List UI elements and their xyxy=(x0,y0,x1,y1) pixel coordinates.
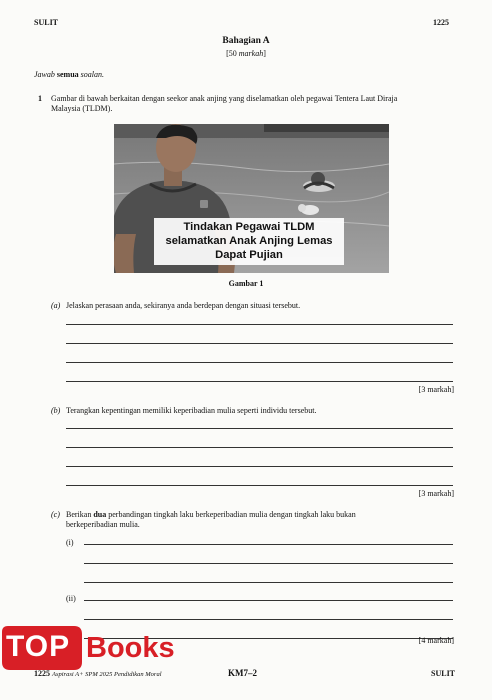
part-b-marks: [3 markah] xyxy=(418,489,454,498)
question-number: 1 xyxy=(38,94,42,103)
part-a-label: (a) xyxy=(51,301,61,310)
answer-line[interactable] xyxy=(66,485,453,486)
news-photo xyxy=(114,124,389,273)
part-c-label: (c) xyxy=(51,510,60,519)
instruction: Jawab semua soalan. xyxy=(34,70,105,79)
part-c-marks: [4 markah] xyxy=(418,636,454,645)
header-sulit-left: SULIT xyxy=(34,18,59,27)
question-text: Gambar di bawah berkaitan dengan seekor anak anjing yang diselamatkan oleh pegawai Tentera Laut Diraja Malaysia (TLDM). xyxy=(51,94,398,113)
logo-top-text: TOP xyxy=(6,630,71,663)
answer-line[interactable] xyxy=(84,619,453,620)
footer-sulit-right: SULIT xyxy=(431,669,456,678)
logo-books-text: Books xyxy=(86,632,175,664)
part-a-text: Jelaskan perasaan anda, sekiranya anda berdepan dengan situasi tersebut. xyxy=(66,301,301,310)
figure-label: Gambar 1 xyxy=(228,279,264,288)
answer-line[interactable] xyxy=(84,544,453,545)
answer-line[interactable] xyxy=(66,362,453,363)
answer-line[interactable] xyxy=(66,381,453,382)
answer-line[interactable] xyxy=(66,324,453,325)
topbooks-logo xyxy=(0,624,210,674)
part-a-marks: [3 markah] xyxy=(418,385,454,394)
answer-line[interactable] xyxy=(66,343,453,344)
part-b-text: Terangkan kepentingan memiliki keperibadian mulia seperti individu tersebut. xyxy=(66,406,317,415)
answer-line[interactable] xyxy=(66,447,453,448)
header-paper-code: 1225 xyxy=(433,18,449,27)
answer-line[interactable] xyxy=(66,466,453,467)
section-title: Bahagian A xyxy=(222,36,270,46)
footer-left: 1225 Aspirasi A+ SPM 2025 Pendidikan Moral xyxy=(34,669,162,678)
answer-line[interactable] xyxy=(84,600,453,601)
sub-ii-label: (ii) xyxy=(66,594,76,603)
answer-line[interactable] xyxy=(84,582,453,583)
footer-page-code: KM7–2 xyxy=(228,668,257,678)
section-marks: [50 markah] xyxy=(226,49,266,58)
part-b-label: (b) xyxy=(51,406,61,415)
answer-line[interactable] xyxy=(84,563,453,564)
part-c-text: Berikan dua perbandingan tingkah laku berkeperibadian mulia dengan tingkah laku bukan berkeperibadian mulia. xyxy=(66,510,356,529)
sub-i-label: (i) xyxy=(66,538,74,547)
photo-caption: Tindakan Pegawai TLDM selamatkan Anak Anjing Lemas Dapat Pujian xyxy=(154,218,344,265)
answer-line[interactable] xyxy=(66,428,453,429)
